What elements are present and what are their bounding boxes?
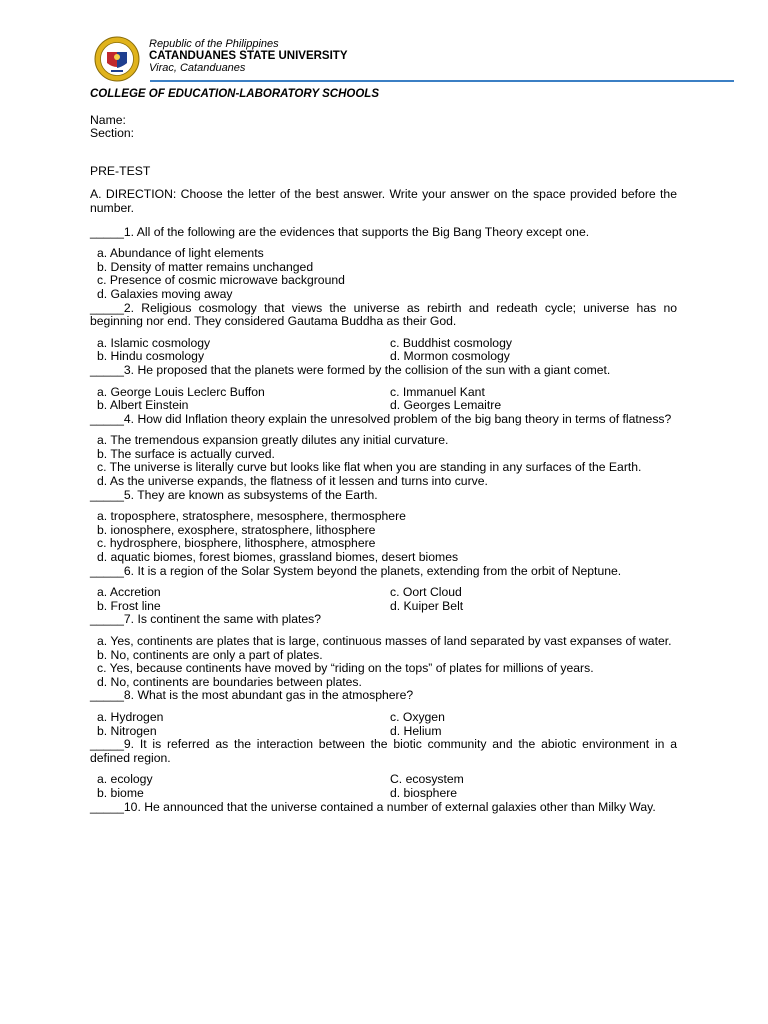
choice: a. troposphere, stratosphere, mesosphere, thermosphere: [97, 509, 406, 524]
choice: b. Density of matter remains unchanged: [97, 259, 314, 274]
choice: a. ecology: [97, 772, 153, 787]
choices-7: [97, 635, 677, 689]
choice: b. biome: [97, 785, 144, 800]
choice: a. Accretion: [97, 585, 161, 600]
choice: C. ecosystem: [390, 772, 464, 787]
choice: d. As the universe expands, the flatness of it lessen and turns into curve.: [97, 474, 488, 489]
choice: d. Kuiper Belt: [390, 598, 464, 613]
question-7: _____7. Is continent the same with plates?: [90, 612, 322, 627]
question-6: _____6. It is a region of the Solar System beyond the planets, extending from the orbit of Neptune.: [90, 563, 622, 578]
choice: a. Abundance of light elements: [97, 246, 264, 261]
choice: c. Presence of cosmic microwave background: [97, 273, 345, 288]
choices-3: [97, 386, 677, 413]
choice: d. Mormon cosmology: [390, 349, 510, 364]
university-seal-icon: [94, 36, 140, 82]
question-3: _____3. He proposed that the planets were formed by the collision of the sun with a giant comet.: [90, 362, 611, 377]
question-1: _____1. All of the following are the evidences that supports the Big Bang Theory except one.: [90, 224, 590, 239]
choice: a. Yes, continents are plates that is large, continuous masses of land separated by vast expanses of water.: [97, 634, 672, 648]
choice: c. hydrosphere, biosphere, lithosphere, atmosphere: [97, 536, 376, 551]
choice: a. George Louis Leclerc Buffon: [97, 384, 265, 399]
choices-6: [97, 586, 677, 613]
choice: d. aquatic biomes, forest biomes, grassland biomes, desert biomes: [97, 550, 459, 565]
direction-text: A. DIRECTION: Choose the letter of the best answer. Write your answer on the space provided before the number.: [90, 187, 677, 215]
choices-4: [97, 434, 677, 488]
choice: c. Immanuel Kant: [390, 384, 485, 399]
choice: d. Georges Lemaitre: [390, 398, 502, 413]
choice: a. Hydrogen: [97, 709, 164, 724]
choice: b. Frost line: [97, 598, 161, 613]
choice: d. No, continents are boundaries between plates.: [97, 674, 362, 689]
choices-9: [97, 773, 677, 800]
college-title: COLLEGE OF EDUCATION-LABORATORY SCHOOLS: [90, 88, 379, 100]
choice: c. Oort Cloud: [390, 585, 462, 600]
choice: b. Hindu cosmology: [97, 349, 205, 364]
question-4: _____4. How did Inflation theory explain the unresolved problem of the big bang theory in terms of flatness?: [90, 411, 672, 426]
choice: b. The surface is actually curved.: [97, 446, 275, 461]
document-body: [90, 88, 677, 814]
location-line: Virac, Catanduanes: [149, 62, 246, 74]
question-5: _____5. They are known as subsystems of the Earth.: [90, 487, 378, 502]
choice: d. biosphere: [390, 785, 458, 800]
choices-8: [97, 711, 677, 738]
choice: c. Oxygen: [390, 709, 445, 724]
question-2: _____2. Religious cosmology that views the universe as rebirth and redeath cycle; universe has no beginning nor end. They considered Gautama Buddha as their God.: [90, 300, 677, 329]
choices-2: [97, 337, 677, 364]
header-divider: [150, 80, 734, 82]
question-10: _____10. He announced that the universe contained a number of external galaxies other than Milky Way.: [90, 799, 656, 814]
choice: c. Yes, because continents have moved by “riding on the tops” of plates for millions of years.: [97, 661, 594, 676]
choice: b. Nitrogen: [97, 723, 157, 738]
name-field-label: Name:: [90, 112, 126, 127]
letterhead-text: [149, 38, 348, 74]
choices-1: [97, 247, 677, 301]
choice: b. No, continents are only a part of plates.: [97, 647, 323, 662]
choice: c. Buddhist cosmology: [390, 335, 512, 350]
question-8: _____8. What is the most abundant gas in the atmosphere?: [90, 688, 414, 703]
choice: a. The tremendous expansion greatly dilutes any initial curvature.: [97, 433, 449, 448]
choice: a. Islamic cosmology: [97, 335, 211, 350]
choice: b. Albert Einstein: [97, 398, 189, 413]
test-title: PRE-TEST: [90, 163, 151, 178]
choice: c. The universe is literally curve but looks like flat when you are standing in any surfaces of the Earth.: [97, 460, 642, 475]
letterhead: [94, 36, 734, 82]
country-line: Republic of the Philippines: [149, 38, 279, 50]
choice: d. Helium: [390, 723, 442, 738]
university-name: CATANDUANES STATE UNIVERSITY: [149, 50, 348, 62]
choice: b. ionosphere, exosphere, stratosphere, lithosphere: [97, 522, 376, 537]
choices-5: [97, 510, 677, 564]
choice: d. Galaxies moving away: [97, 286, 233, 301]
question-9: _____9. It is referred as the interaction between the biotic community and the abiotic environment in a defined region.: [90, 737, 677, 765]
section-field-label: Section:: [90, 126, 135, 141]
